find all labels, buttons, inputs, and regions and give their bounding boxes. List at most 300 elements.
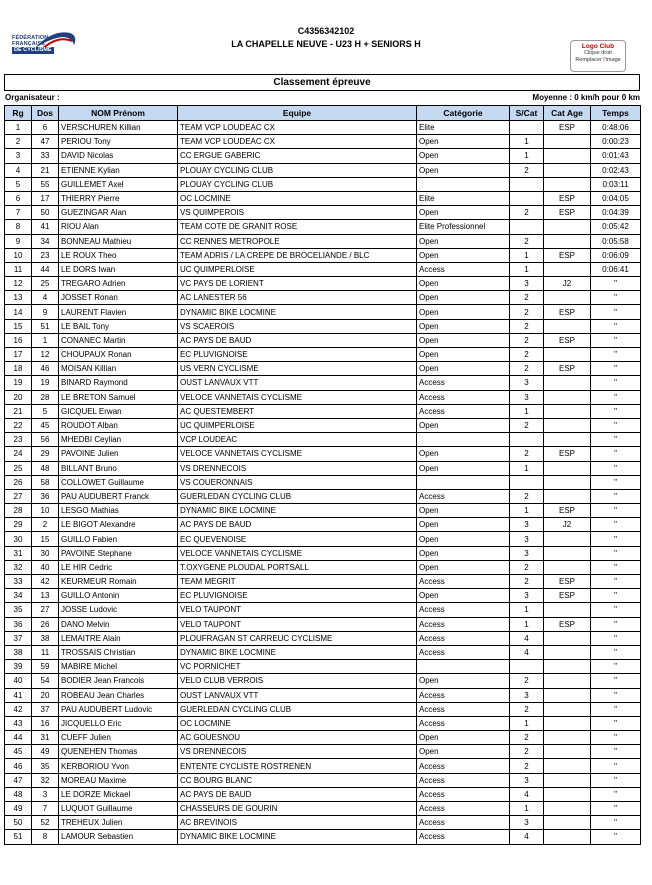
time-cell: 0:48:06 xyxy=(591,121,641,135)
table-row xyxy=(5,660,641,674)
team-cell: PLOUAY CYCLING CLUB xyxy=(178,177,417,191)
table-row xyxy=(5,560,641,574)
bib-cell: 49 xyxy=(32,745,59,759)
time-cell: 0:06:41 xyxy=(591,262,641,276)
name-cell: CHOUPAUX Ronan xyxy=(59,348,178,362)
name-cell: TREHEUX Julien xyxy=(59,816,178,830)
col-header-time: Temps xyxy=(591,106,641,121)
table-row xyxy=(5,518,641,532)
subcategory-cell: 3 xyxy=(510,773,544,787)
federation-logo-line2: FRANÇAISE xyxy=(12,41,45,47)
age-category-cell xyxy=(544,376,591,390)
name-cell: ETIENNE Kylian xyxy=(59,163,178,177)
category-cell: Open xyxy=(417,206,510,220)
time-cell: 0:04:39 xyxy=(591,206,641,220)
name-cell: LAURENT Flavien xyxy=(59,305,178,319)
category-cell xyxy=(417,177,510,191)
rank-cell: 9 xyxy=(5,234,32,248)
age-category-cell xyxy=(544,348,591,362)
time-cell: 0:02:43 xyxy=(591,163,641,177)
age-category-cell xyxy=(544,418,591,432)
age-category-cell xyxy=(544,816,591,830)
team-cell: VS DRENNECOIS xyxy=(178,461,417,475)
bib-cell: 9 xyxy=(32,305,59,319)
subcategory-cell: 1 xyxy=(510,617,544,631)
rank-cell: 3 xyxy=(5,149,32,163)
category-cell xyxy=(417,433,510,447)
bib-cell: 28 xyxy=(32,390,59,404)
age-category-cell xyxy=(544,645,591,659)
age-category-cell xyxy=(544,262,591,276)
subcategory-cell: 1 xyxy=(510,461,544,475)
time-cell: " xyxy=(591,333,641,347)
team-cell: VCP LOUDEAC xyxy=(178,433,417,447)
team-cell: T.OXYGENE PLOUDAL PORTSALL xyxy=(178,560,417,574)
bib-cell: 44 xyxy=(32,262,59,276)
subcategory-cell: 2 xyxy=(510,575,544,589)
bib-cell: 13 xyxy=(32,589,59,603)
rank-cell: 23 xyxy=(5,433,32,447)
team-cell: VS SCAEROIS xyxy=(178,319,417,333)
bib-cell: 55 xyxy=(32,177,59,191)
age-category-cell xyxy=(544,319,591,333)
age-category-cell xyxy=(544,475,591,489)
category-cell: Open xyxy=(417,532,510,546)
table-row xyxy=(5,546,641,560)
team-cell: ENTENTE CYCLISTE ROSTRENEN xyxy=(178,759,417,773)
name-cell: LE BIGOT Alexandre xyxy=(59,518,178,532)
category-cell: Open xyxy=(417,731,510,745)
age-category-cell xyxy=(544,234,591,248)
rank-cell: 18 xyxy=(5,362,32,376)
age-category-cell: J2 xyxy=(544,518,591,532)
name-cell: LE DORZE Mickael xyxy=(59,787,178,801)
team-cell: OC LOCMINE xyxy=(178,716,417,730)
bib-cell: 15 xyxy=(32,532,59,546)
name-cell: LE BAIL Tony xyxy=(59,319,178,333)
name-cell: JICQUELLO Eric xyxy=(59,716,178,730)
table-row xyxy=(5,206,641,220)
bib-cell: 7 xyxy=(32,802,59,816)
club-logo-title: Logo Club xyxy=(581,43,615,50)
team-cell: OUST LANVAUX VTT xyxy=(178,688,417,702)
team-cell: CC RENNES METROPOLE xyxy=(178,234,417,248)
category-cell: Access xyxy=(417,404,510,418)
subcategory-cell: 1 xyxy=(510,802,544,816)
age-category-cell: ESP xyxy=(544,305,591,319)
table-row xyxy=(5,787,641,801)
category-cell: Access xyxy=(417,802,510,816)
team-cell: VELO TAUPONT xyxy=(178,617,417,631)
team-cell: PLOUAY CYCLING CLUB xyxy=(178,163,417,177)
time-cell: " xyxy=(591,787,641,801)
team-cell: AC BREVINOIS xyxy=(178,816,417,830)
category-cell: Open xyxy=(417,589,510,603)
time-cell: " xyxy=(591,348,641,362)
table-row xyxy=(5,319,641,333)
name-cell: KEURMEUR Romain xyxy=(59,575,178,589)
rank-cell: 48 xyxy=(5,787,32,801)
table-row xyxy=(5,433,641,447)
name-cell: GUILLEMET Axel xyxy=(59,177,178,191)
rank-cell: 8 xyxy=(5,220,32,234)
bib-cell: 41 xyxy=(32,220,59,234)
team-cell: TEAM ADRIS / LA CREPE DE BROCELIANDE / BLC xyxy=(178,248,417,262)
name-cell: PERIOU Tony xyxy=(59,135,178,149)
subcategory-cell: 1 xyxy=(510,262,544,276)
time-cell: " xyxy=(591,518,641,532)
category-cell: Open xyxy=(417,518,510,532)
subcategory-cell: 2 xyxy=(510,759,544,773)
bib-cell: 32 xyxy=(32,773,59,787)
age-category-cell xyxy=(544,404,591,418)
bib-cell: 33 xyxy=(32,149,59,163)
bib-cell: 29 xyxy=(32,447,59,461)
rank-cell: 5 xyxy=(5,177,32,191)
table-header-row xyxy=(5,106,641,121)
age-category-cell xyxy=(544,546,591,560)
table-row xyxy=(5,674,641,688)
team-cell: AC LANESTER 56 xyxy=(178,291,417,305)
federation-logo-line3: DE CYCLISME xyxy=(14,47,52,53)
category-cell: Access xyxy=(417,262,510,276)
category-cell: Open xyxy=(417,135,510,149)
bib-cell: 31 xyxy=(32,731,59,745)
bib-cell: 23 xyxy=(32,248,59,262)
age-category-cell xyxy=(544,802,591,816)
rank-cell: 33 xyxy=(5,575,32,589)
category-cell: Open xyxy=(417,461,510,475)
category-cell: Access xyxy=(417,631,510,645)
average-speed-label: Moyenne : 0 km/h pour 0 km xyxy=(532,93,640,102)
age-category-cell xyxy=(544,830,591,844)
name-cell: JOSSE Ludovic xyxy=(59,603,178,617)
col-header-team: Equipe xyxy=(178,106,417,121)
col-header-category: Catégorie xyxy=(417,106,510,121)
age-category-cell: ESP xyxy=(544,191,591,205)
category-cell: Open xyxy=(417,745,510,759)
rank-cell: 21 xyxy=(5,404,32,418)
name-cell: ROBEAU Jean Charles xyxy=(59,688,178,702)
name-cell: BILLANT Bruno xyxy=(59,461,178,475)
subcategory-cell: 3 xyxy=(510,816,544,830)
subcategory-cell: 2 xyxy=(510,362,544,376)
category-cell xyxy=(417,475,510,489)
table-row xyxy=(5,617,641,631)
team-cell: PLOUFRAGAN ST CARREUC CYCLISME xyxy=(178,631,417,645)
col-header-subcategory: S/Cat xyxy=(510,106,544,121)
time-cell: 0:03:11 xyxy=(591,177,641,191)
name-cell: LE HIR Cedric xyxy=(59,560,178,574)
age-category-cell xyxy=(544,220,591,234)
table-row xyxy=(5,390,641,404)
age-category-cell: ESP xyxy=(544,447,591,461)
bib-cell: 56 xyxy=(32,433,59,447)
subcategory-cell xyxy=(510,475,544,489)
time-cell: " xyxy=(591,376,641,390)
rank-cell: 31 xyxy=(5,546,32,560)
table-row xyxy=(5,575,641,589)
age-category-cell xyxy=(544,773,591,787)
table-row xyxy=(5,135,641,149)
time-cell: " xyxy=(591,532,641,546)
rank-cell: 6 xyxy=(5,191,32,205)
subcategory-cell: 4 xyxy=(510,787,544,801)
subcategory-cell xyxy=(510,177,544,191)
age-category-cell xyxy=(544,560,591,574)
bib-cell: 12 xyxy=(32,348,59,362)
name-cell: LAMOUR Sebastien xyxy=(59,830,178,844)
name-cell: ROUDOT Alban xyxy=(59,418,178,432)
category-cell: Access xyxy=(417,376,510,390)
subcategory-cell: 1 xyxy=(510,135,544,149)
subcategory-cell xyxy=(510,660,544,674)
name-cell: LE ROUX Theo xyxy=(59,248,178,262)
bib-cell: 48 xyxy=(32,461,59,475)
bib-cell: 30 xyxy=(32,546,59,560)
rank-cell: 50 xyxy=(5,816,32,830)
rank-cell: 10 xyxy=(5,248,32,262)
subcategory-cell: 2 xyxy=(510,305,544,319)
subcategory-cell: 2 xyxy=(510,206,544,220)
age-category-cell xyxy=(544,149,591,163)
bib-cell: 4 xyxy=(32,291,59,305)
subcategory-cell: 3 xyxy=(510,518,544,532)
time-cell: " xyxy=(591,674,641,688)
rank-cell: 38 xyxy=(5,645,32,659)
category-cell: Elite xyxy=(417,121,510,135)
rank-cell: 41 xyxy=(5,688,32,702)
name-cell: MABIRE Michel xyxy=(59,660,178,674)
rank-cell: 49 xyxy=(5,802,32,816)
name-cell: PAU AUDUBERT Franck xyxy=(59,489,178,503)
time-cell: " xyxy=(591,305,641,319)
category-cell: Open xyxy=(417,418,510,432)
team-cell: UC QUIMPERLOISE xyxy=(178,418,417,432)
bib-cell: 59 xyxy=(32,660,59,674)
table-row xyxy=(5,702,641,716)
subcategory-cell: 3 xyxy=(510,277,544,291)
name-cell: RIOU Alan xyxy=(59,220,178,234)
subcategory-cell xyxy=(510,220,544,234)
category-cell: Open xyxy=(417,674,510,688)
bib-cell: 35 xyxy=(32,759,59,773)
bib-cell: 36 xyxy=(32,489,59,503)
time-cell: 0:06:09 xyxy=(591,248,641,262)
age-category-cell: ESP xyxy=(544,575,591,589)
club-logo-placeholder[interactable] xyxy=(570,40,626,72)
age-category-cell xyxy=(544,759,591,773)
bib-cell: 10 xyxy=(32,504,59,518)
team-cell: VELO TAUPONT xyxy=(178,603,417,617)
age-category-cell: ESP xyxy=(544,617,591,631)
name-cell: LE DORS Iwan xyxy=(59,262,178,276)
team-cell: CC BOURG BLANC xyxy=(178,773,417,787)
bib-cell: 17 xyxy=(32,191,59,205)
category-cell: Access xyxy=(417,716,510,730)
rank-cell: 19 xyxy=(5,376,32,390)
rank-cell: 32 xyxy=(5,560,32,574)
subcategory-cell: 4 xyxy=(510,645,544,659)
age-category-cell xyxy=(544,688,591,702)
team-cell: GUERLEDAN CYCLING CLUB xyxy=(178,489,417,503)
rank-cell: 40 xyxy=(5,674,32,688)
bib-cell: 21 xyxy=(32,163,59,177)
name-cell: QUENEHEN Thomas xyxy=(59,745,178,759)
subcategory-cell: 2 xyxy=(510,447,544,461)
category-cell: Open xyxy=(417,546,510,560)
team-cell: VS DRENNECOIS xyxy=(178,745,417,759)
rank-cell: 43 xyxy=(5,716,32,730)
team-cell: EC QUEVENOISE xyxy=(178,532,417,546)
name-cell: COLLOWET Guillaume xyxy=(59,475,178,489)
age-category-cell xyxy=(544,532,591,546)
rank-cell: 1 xyxy=(5,121,32,135)
name-cell: GUILLO Antonin xyxy=(59,589,178,603)
time-cell: " xyxy=(591,645,641,659)
age-category-cell: J2 xyxy=(544,277,591,291)
bib-cell: 5 xyxy=(32,404,59,418)
table-row xyxy=(5,759,641,773)
time-cell: " xyxy=(591,291,641,305)
category-cell: Elite xyxy=(417,191,510,205)
name-cell: BODIER Jean Francois xyxy=(59,674,178,688)
race-title: LA CHAPELLE NEUVE - U23 H + SENIORS H xyxy=(231,39,421,49)
rank-cell: 14 xyxy=(5,305,32,319)
bib-cell: 54 xyxy=(32,674,59,688)
table-row xyxy=(5,461,641,475)
table-row xyxy=(5,802,641,816)
subcategory-cell xyxy=(510,191,544,205)
category-cell: Access xyxy=(417,702,510,716)
time-cell: 0:05:58 xyxy=(591,234,641,248)
bib-cell: 2 xyxy=(32,518,59,532)
team-cell: TEAM VCP LOUDEAC CX xyxy=(178,121,417,135)
rank-cell: 44 xyxy=(5,731,32,745)
name-cell: THIERRY Pierre xyxy=(59,191,178,205)
rank-cell: 37 xyxy=(5,631,32,645)
time-cell: " xyxy=(591,489,641,503)
subcategory-cell: 4 xyxy=(510,631,544,645)
subcategory-cell xyxy=(510,433,544,447)
team-cell: DYNAMIC BIKE LOCMINE xyxy=(178,305,417,319)
bib-cell: 26 xyxy=(32,617,59,631)
category-cell: Elite Professionnel xyxy=(417,220,510,234)
rank-cell: 47 xyxy=(5,773,32,787)
team-cell: UC QUIMPERLOISE xyxy=(178,262,417,276)
team-cell: TEAM MEGRIT xyxy=(178,575,417,589)
time-cell: " xyxy=(591,461,641,475)
category-cell: Access xyxy=(417,390,510,404)
subcategory-cell: 2 xyxy=(510,333,544,347)
category-cell: Access xyxy=(417,759,510,773)
subcategory-cell: 2 xyxy=(510,418,544,432)
category-cell: Open xyxy=(417,277,510,291)
table-row xyxy=(5,191,641,205)
name-cell: BINARD Raymond xyxy=(59,376,178,390)
subcategory-cell: 4 xyxy=(510,830,544,844)
table-row xyxy=(5,291,641,305)
age-category-cell xyxy=(544,135,591,149)
rank-cell: 2 xyxy=(5,135,32,149)
name-cell: CONANEC Martin xyxy=(59,333,178,347)
category-cell xyxy=(417,660,510,674)
category-cell: Open xyxy=(417,248,510,262)
team-cell: GUERLEDAN CYCLING CLUB xyxy=(178,702,417,716)
age-category-cell: ESP xyxy=(544,362,591,376)
name-cell: KERBORIOU Yvon xyxy=(59,759,178,773)
category-cell: Access xyxy=(417,617,510,631)
rank-cell: 29 xyxy=(5,518,32,532)
subcategory-cell: 1 xyxy=(510,504,544,518)
table-row xyxy=(5,504,641,518)
subcategory-cell: 3 xyxy=(510,688,544,702)
team-cell: VELO CLUB VERROIS xyxy=(178,674,417,688)
name-cell: DANO Melvin xyxy=(59,617,178,631)
subcategory-cell: 3 xyxy=(510,390,544,404)
name-cell: PAU AUDUBERT Ludovic xyxy=(59,702,178,716)
bib-cell: 46 xyxy=(32,362,59,376)
time-cell: " xyxy=(591,277,641,291)
time-cell: " xyxy=(591,575,641,589)
rank-cell: 13 xyxy=(5,291,32,305)
team-cell: EC PLUVIGNOISE xyxy=(178,348,417,362)
table-row xyxy=(5,149,641,163)
rank-cell: 30 xyxy=(5,532,32,546)
bib-cell: 11 xyxy=(32,645,59,659)
team-cell: TEAM COTE DE GRANIT ROSE xyxy=(178,220,417,234)
subcategory-cell: 1 xyxy=(510,404,544,418)
col-header-rank: Rg xyxy=(5,106,32,121)
time-cell: " xyxy=(591,447,641,461)
age-category-cell: ESP xyxy=(544,121,591,135)
time-cell: " xyxy=(591,390,641,404)
table-row xyxy=(5,333,641,347)
race-id: C4356342102 xyxy=(297,26,355,36)
time-cell: " xyxy=(591,802,641,816)
age-category-cell xyxy=(544,291,591,305)
category-cell: Access xyxy=(417,688,510,702)
rank-cell: 12 xyxy=(5,277,32,291)
rank-cell: 20 xyxy=(5,390,32,404)
team-cell: AC PAYS DE BAUD xyxy=(178,787,417,801)
table-row xyxy=(5,603,641,617)
rank-cell: 24 xyxy=(5,447,32,461)
bib-cell: 40 xyxy=(32,560,59,574)
time-cell: " xyxy=(591,504,641,518)
category-cell: Access xyxy=(417,830,510,844)
team-cell: DYNAMIC BIKE LOCMINE xyxy=(178,504,417,518)
bib-cell: 1 xyxy=(32,333,59,347)
age-category-cell: ESP xyxy=(544,504,591,518)
name-cell: VERSCHUREN Killian xyxy=(59,121,178,135)
team-cell: AC PAYS DE BAUD xyxy=(178,333,417,347)
team-cell: US VERN CYCLISME xyxy=(178,362,417,376)
bib-cell: 19 xyxy=(32,376,59,390)
time-cell: " xyxy=(591,631,641,645)
team-cell: CC ERGUE GABERIC xyxy=(178,149,417,163)
age-category-cell xyxy=(544,745,591,759)
team-cell: AC GOUESNOU xyxy=(178,731,417,745)
subcategory-cell: 2 xyxy=(510,560,544,574)
table-row xyxy=(5,262,641,276)
table-row xyxy=(5,404,641,418)
category-cell: Open xyxy=(417,149,510,163)
table-row xyxy=(5,220,641,234)
age-category-cell xyxy=(544,433,591,447)
rank-cell: 27 xyxy=(5,489,32,503)
team-cell: VS QUIMPEROIS xyxy=(178,206,417,220)
